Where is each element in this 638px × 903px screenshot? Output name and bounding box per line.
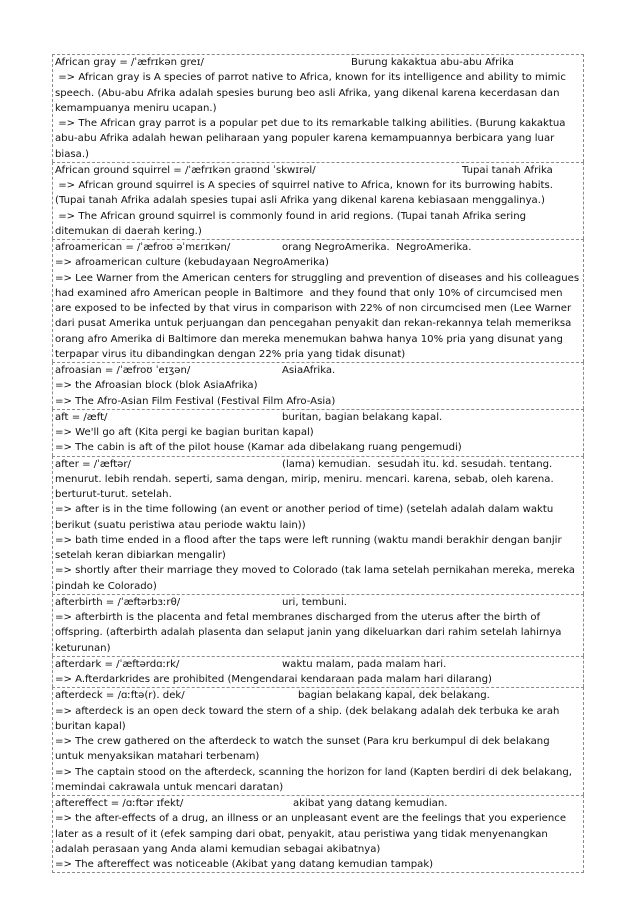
- example-line: => afterdeck is an open deck toward the stern of a ship. (dek belakang adalah dek terbuka ke arah buritan kapal): [55, 705, 563, 732]
- example-line: => The Afro-Asian Film Festival (Festival Film Afro-Asia): [55, 395, 336, 407]
- headword: aftereffect = /ɑːftər ɪfekt/: [55, 798, 184, 809]
- example-line: => The cabin is aft of the pilot house (Kamar ada dibelakang ruang pengemudi): [55, 442, 462, 454]
- headword: afroasian = /ˈæfroʊ ˈeɪʒən/: [55, 365, 191, 376]
- headword-meaning: (lama) kemudian. sesudah itu. kd. sesudah. tentang.: [282, 458, 553, 470]
- headword: afterdeck = /ɑːftə(r). dek/: [55, 690, 185, 702]
- headword-meaning: Burung kakaktua abu-abu Afrika: [351, 57, 514, 68]
- example-line: => afroamerican culture (kebudayaan NegroAmerika): [55, 257, 329, 269]
- entry-heading: [55, 163, 581, 178]
- entry-heading: [55, 55, 581, 70]
- example-line: => the Afroasian block (blok AsiaAfrika): [55, 380, 258, 392]
- dictionary-entry: [52, 687, 584, 795]
- dictionary-entry: [52, 54, 584, 162]
- example-line: => after is in the time following (an event or another period of time) (setelah adalah dalam waktu berikut (suatu peristiwa atau periode waktu lain)): [55, 504, 557, 531]
- headword-meaning: waktu malam, pada malam hari.: [282, 658, 447, 670]
- entry-heading: [55, 796, 581, 811]
- example-line: => The African ground squirrel is commonly found in arid regions. (Tupai tanah Afrika sering ditemukan di daerah kering.): [55, 210, 530, 237]
- example-line: => The aftereffect was noticeable (Akibat yang datang kemudian tampak): [55, 859, 434, 870]
- entry-heading: [55, 457, 581, 472]
- example-line: => The African gray parrot is a popular pet due to its remarkable talking abilities. (Burung kakaktua abu-abu Afrika adalah hewan peliharaan yang populer karena kemampuannya berbicara yang luar biasa.): [55, 118, 569, 160]
- headword-meaning: uri, tembuni.: [282, 596, 347, 608]
- example-line: => The crew gathered on the afterdeck to watch the sunset (Para kru berkumpul di dek belakang untuk menyaksikan matahari terbenam): [55, 736, 553, 763]
- entry-heading: [55, 240, 581, 255]
- dictionary-entry: [52, 409, 584, 456]
- entry-heading: [55, 688, 581, 703]
- headword: African ground squirrel = /ˈæfrɪkən graʊnd ˈskwɪrəl/: [55, 164, 316, 176]
- dictionary-entry: [52, 162, 584, 239]
- headword-meaning: bagian belakang kapal, dek belakang.: [298, 690, 490, 702]
- dictionary-entry: [52, 456, 584, 594]
- headword: after = /ˈæftər/: [55, 458, 131, 470]
- entry-heading: [55, 657, 581, 672]
- headword-meaning: AsiaAfrika.: [282, 365, 336, 376]
- dictionary-entry: [52, 362, 584, 409]
- headword-meaning: orang NegroAmerika. NegroAmerika.: [282, 242, 472, 253]
- example-line: => shortly after their marriage they moved to Colorado (tak lama setelah pernikahan mereka, mereka pindah ke Colorado): [55, 565, 579, 592]
- example-line: => Lee Warner from the American centers for struggling and prevention of diseases and his colleagues had examined afro American people in Baltimore and they found that only 10% of circumcised men are exposed to be infected by that virus in comparison with 22% of non circumcised men (Lee Warner dari pusat Amerika untuk perjuangan dan pencegahan penyakit dan rekan-rekannya telah memeriksa orang afro Amerika di Baltimore dan mereka menemukan bahwa hanya 10% pria yang disunat yang terpapar virus itu dibandingkan dengan 22% pria yang tidak disunat): [55, 272, 583, 360]
- headword-meaning: Tupai tanah Afrika: [462, 164, 553, 176]
- example-line: => African gray is A species of parrot native to Africa, known for its intelligence and ability to mimic speech. (Abu-abu Afrika adalah spesies burung beo asli Afrika, yang dikenal karena kecerdasan dan kemampuanya meniru ucapan.): [55, 72, 570, 114]
- dictionary-entry: [52, 795, 584, 873]
- dictionary-page: [52, 54, 584, 873]
- example-line: => The captain stood on the afterdeck, scanning the horizon for land (Kapten berdiri di dek belakang, memindai cakrawala untuk mencari daratan): [55, 766, 576, 793]
- example-line: => We'll go aft (Kita pergi ke bagian buritan kapal): [55, 427, 314, 438]
- example-line: => the after-effects of a drug, an illness or an unpleasant event are the feelings that you experience later as a result of it (efek samping dari obat, penyakit, atau peristiwa yang tidak menyenangkan adalah perasaan yang Anda alami kemudian sebagai akibatnya): [55, 813, 570, 855]
- headword: afterdark = /ˈæftərdɑːrk/: [55, 658, 180, 670]
- headword-meaning: akibat yang datang kemudian.: [293, 798, 448, 809]
- dictionary-entry: [52, 594, 584, 656]
- headword-meaning: buritan, bagian belakang kapal.: [282, 411, 443, 423]
- example-line: => afterbirth is the placenta and fetal membranes discharged from the uterus after the birth of offspring. (afterbirth adalah plasenta dan selaput janin yang dikeluarkan dari rahim setelah lahirnya keturunan): [55, 612, 565, 654]
- entry-heading: [55, 410, 581, 425]
- example-line: => A.fterdarkrides are prohibited (Mengendarai kendaraan pada malam hari dilarang): [55, 674, 492, 685]
- headword: afterbirth = /ˈæftərbɜːrθ/: [55, 596, 181, 608]
- example-line: => African ground squirrel is A species of squirrel native to Africa, known for its burrowing habits. (Tupai tanah Afrika adalah spesies tupai asli Afrika yang dikenal karena kebiasaan menggalinya.): [55, 180, 557, 207]
- entry-heading: [55, 595, 581, 610]
- dictionary-entry: [52, 656, 584, 688]
- headword: aft = /æft/: [55, 411, 108, 423]
- example-line: => bath time ended in a flood after the taps were left running (waktu mandi berakhir dengan banjir setelah keran dibiarkan mengalir): [55, 534, 565, 561]
- headword: African gray = /ˈæfrɪkən greɪ/: [55, 57, 204, 68]
- dictionary-entry: [52, 239, 584, 362]
- headword: afroamerican = /ˈæfroʊ əˈmɛrɪkən/: [55, 242, 231, 253]
- example-line: menurut. lebih rendah. seperti, sama dengan, mirip, meniru. mencari. karena, sebab, oleh karena. berturut-turut. setelah.: [55, 473, 557, 500]
- entry-heading: [55, 363, 581, 378]
